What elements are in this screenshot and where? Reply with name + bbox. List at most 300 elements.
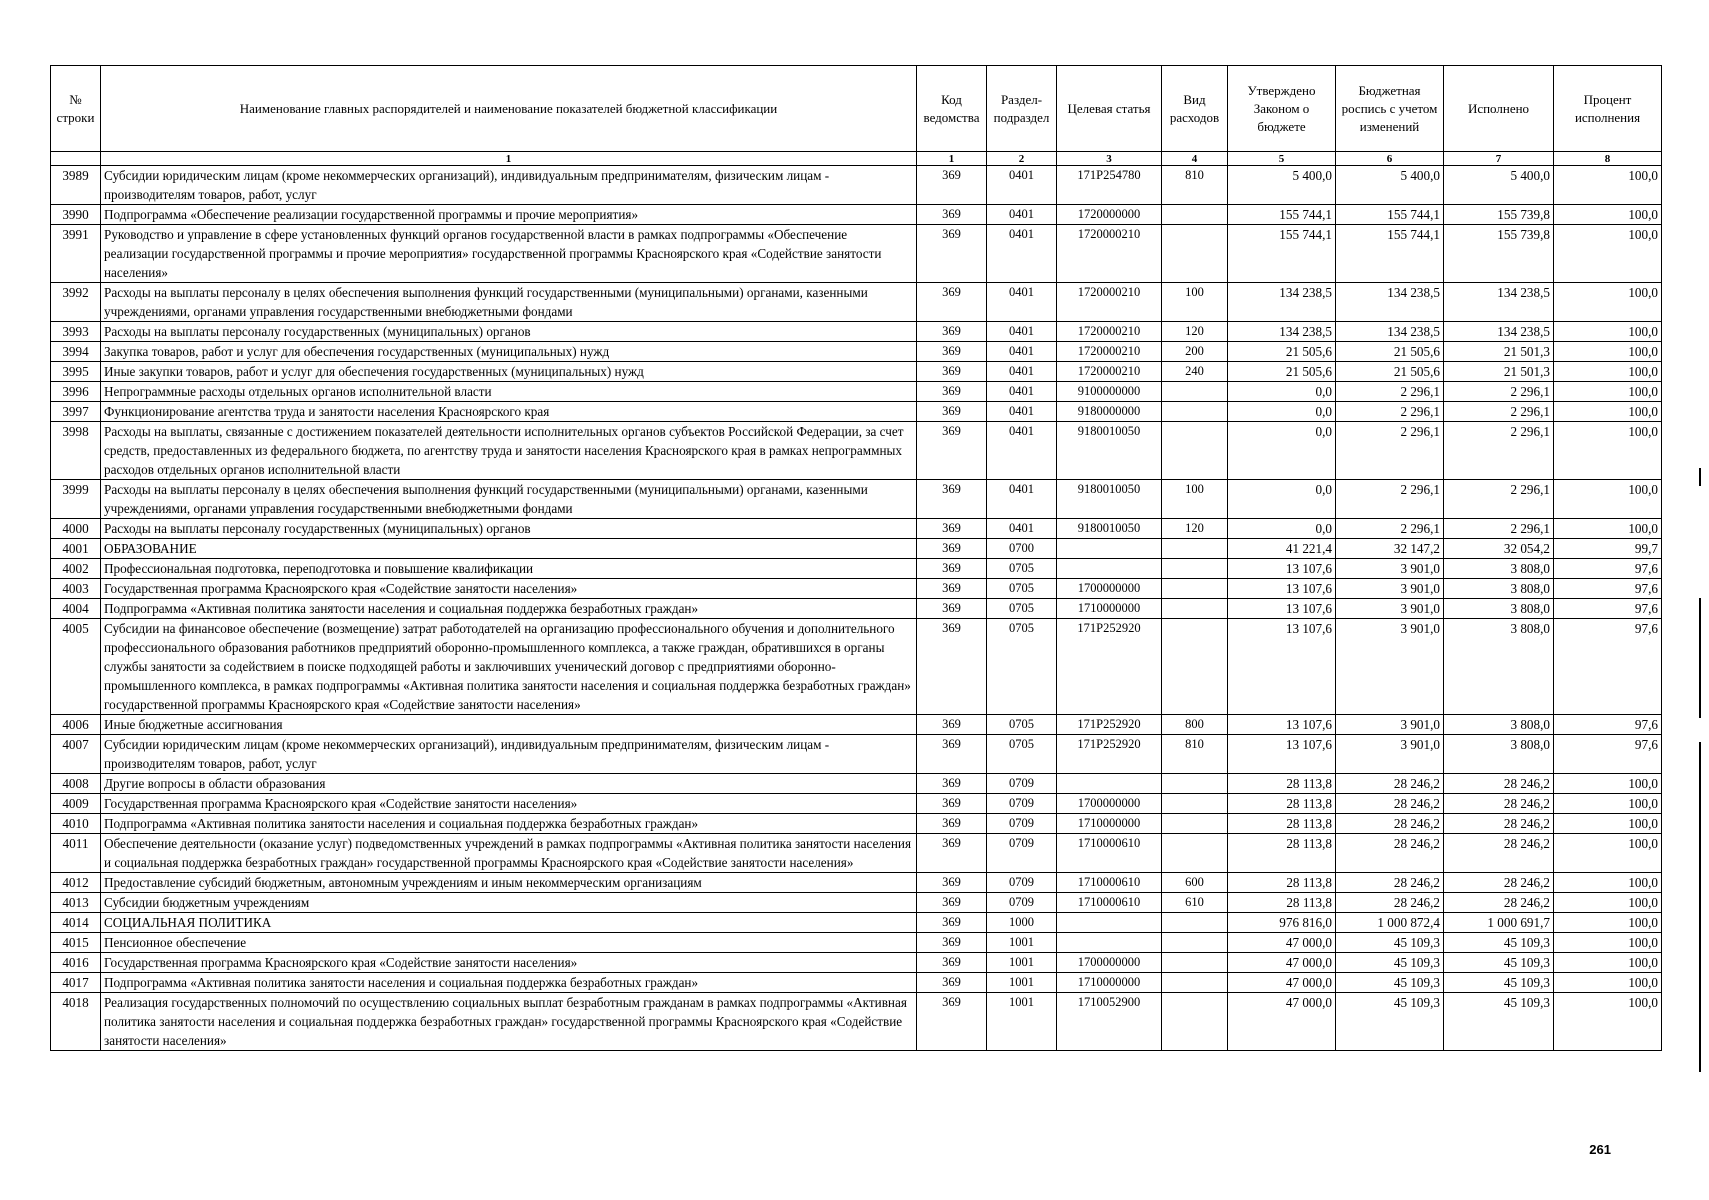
row-expense-type: 800 — [1162, 715, 1228, 735]
row-budget-amount: 32 147,2 — [1336, 539, 1444, 559]
header-percent: Процент исполнения — [1554, 66, 1662, 152]
row-name: Субсидии на финансовое обеспечение (возмещение) затрат работодателей на организацию профессионального обучения и дополнительного профессионального образования работников предприятий оборонно-промышленного комплекса, а также граждан, обратившихся в органы службы занятости за содействием в поиске подходящей работы и заключивших ученический договор с предприятиями оборонно-промышленного комплекса, в рамках подпрограммы «Активная политика занятости населения и социальная поддержка безработных граждан» государственной программы Красноярского края «Содействие занятости населения» — [101, 619, 917, 715]
table-row — [51, 715, 1662, 735]
row-percent: 100,0 — [1554, 873, 1662, 893]
row-number: 4013 — [51, 893, 101, 913]
row-executed-amount: 21 501,3 — [1444, 362, 1554, 382]
row-budget-amount: 1 000 872,4 — [1336, 913, 1444, 933]
row-name: Государственная программа Красноярского края «Содействие занятости населения» — [101, 794, 917, 814]
table-row — [51, 579, 1662, 599]
row-section-code: 0705 — [987, 735, 1057, 774]
header-executed: Исполнено — [1444, 66, 1554, 152]
row-number: 3993 — [51, 322, 101, 342]
column-number: 6 — [1336, 152, 1444, 166]
row-expense-type: 120 — [1162, 322, 1228, 342]
table-row — [51, 794, 1662, 814]
row-dept-code: 369 — [917, 382, 987, 402]
row-dept-code: 369 — [917, 283, 987, 322]
row-executed-amount: 2 296,1 — [1444, 519, 1554, 539]
row-section-code: 0709 — [987, 873, 1057, 893]
row-budget-amount: 45 109,3 — [1336, 953, 1444, 973]
row-target-code: 1700000000 — [1057, 794, 1162, 814]
row-target-code — [1057, 774, 1162, 794]
row-name: Другие вопросы в области образования — [101, 774, 917, 794]
header-name: Наименование главных распорядителей и наименование показателей бюджетной классификации — [101, 66, 917, 152]
row-dept-code: 369 — [917, 913, 987, 933]
row-dept-code: 369 — [917, 735, 987, 774]
row-percent: 100,0 — [1554, 774, 1662, 794]
row-name: Иные бюджетные ассигнования — [101, 715, 917, 735]
row-executed-amount: 2 296,1 — [1444, 480, 1554, 519]
table-row — [51, 893, 1662, 913]
table-row — [51, 599, 1662, 619]
row-number: 4004 — [51, 599, 101, 619]
row-percent: 100,0 — [1554, 794, 1662, 814]
column-number-row — [51, 152, 1662, 166]
row-executed-amount: 155 739,8 — [1444, 205, 1554, 225]
row-executed-amount: 134 238,5 — [1444, 283, 1554, 322]
row-section-code: 0401 — [987, 362, 1057, 382]
row-approved-amount: 13 107,6 — [1228, 579, 1336, 599]
row-executed-amount: 3 808,0 — [1444, 579, 1554, 599]
column-number: 7 — [1444, 152, 1554, 166]
row-budget-amount: 21 505,6 — [1336, 362, 1444, 382]
row-target-code: 171P252920 — [1057, 619, 1162, 715]
row-dept-code: 369 — [917, 993, 987, 1051]
row-number: 3989 — [51, 166, 101, 205]
row-percent: 100,0 — [1554, 519, 1662, 539]
header-target: Целевая статья — [1057, 66, 1162, 152]
table-row — [51, 480, 1662, 519]
row-target-code: 9180010050 — [1057, 519, 1162, 539]
column-number: 1 — [101, 152, 917, 166]
row-percent: 100,0 — [1554, 382, 1662, 402]
row-target-code: 1720000000 — [1057, 205, 1162, 225]
header-exp-type: Вид расходов — [1162, 66, 1228, 152]
table-row — [51, 973, 1662, 993]
row-name: Государственная программа Красноярского края «Содействие занятости населения» — [101, 953, 917, 973]
row-executed-amount: 45 109,3 — [1444, 973, 1554, 993]
row-percent: 100,0 — [1554, 973, 1662, 993]
scan-edge-mark — [1699, 598, 1701, 718]
column-number: 1 — [917, 152, 987, 166]
table-row — [51, 913, 1662, 933]
row-executed-amount: 3 808,0 — [1444, 599, 1554, 619]
row-budget-amount: 3 901,0 — [1336, 715, 1444, 735]
row-percent: 100,0 — [1554, 225, 1662, 283]
row-executed-amount: 32 054,2 — [1444, 539, 1554, 559]
row-target-code: 1700000000 — [1057, 579, 1162, 599]
row-approved-amount: 28 113,8 — [1228, 814, 1336, 834]
row-budget-amount: 2 296,1 — [1336, 382, 1444, 402]
row-expense-type: 100 — [1162, 283, 1228, 322]
row-name: Субсидии бюджетным учреждениям — [101, 893, 917, 913]
row-executed-amount: 5 400,0 — [1444, 166, 1554, 205]
row-budget-amount: 155 744,1 — [1336, 225, 1444, 283]
row-dept-code: 369 — [917, 519, 987, 539]
row-approved-amount: 21 505,6 — [1228, 362, 1336, 382]
row-number: 4012 — [51, 873, 101, 893]
row-target-code — [1057, 933, 1162, 953]
row-expense-type — [1162, 794, 1228, 814]
row-target-code: 1710000610 — [1057, 834, 1162, 873]
row-section-code: 1001 — [987, 953, 1057, 973]
row-executed-amount: 3 808,0 — [1444, 715, 1554, 735]
row-section-code: 0700 — [987, 539, 1057, 559]
row-budget-amount: 45 109,3 — [1336, 993, 1444, 1051]
row-executed-amount: 2 296,1 — [1444, 382, 1554, 402]
row-executed-amount: 155 739,8 — [1444, 225, 1554, 283]
row-name: Расходы на выплаты персоналу в целях обеспечения выполнения функций государственными (муниципальными) органами, казенными учреждениями, органами управления государственными внебюджетными фондами — [101, 480, 917, 519]
row-budget-amount: 3 901,0 — [1336, 599, 1444, 619]
row-target-code: 1710000000 — [1057, 599, 1162, 619]
table-row — [51, 342, 1662, 362]
budget-report-sheet — [50, 65, 1661, 1051]
row-dept-code: 369 — [917, 774, 987, 794]
table-row — [51, 735, 1662, 774]
row-approved-amount: 28 113,8 — [1228, 774, 1336, 794]
table-row — [51, 619, 1662, 715]
row-name: Государственная программа Красноярского края «Содействие занятости населения» — [101, 579, 917, 599]
row-expense-type — [1162, 973, 1228, 993]
row-executed-amount: 3 808,0 — [1444, 735, 1554, 774]
row-expense-type — [1162, 205, 1228, 225]
row-executed-amount: 28 246,2 — [1444, 873, 1554, 893]
column-number: 2 — [987, 152, 1057, 166]
row-percent: 100,0 — [1554, 322, 1662, 342]
row-number: 4005 — [51, 619, 101, 715]
row-name: Субсидии юридическим лицам (кроме некоммерческих организаций), индивидуальным предпринимателям, физическим лицам - производителям товаров, работ, услуг — [101, 166, 917, 205]
row-number: 4001 — [51, 539, 101, 559]
row-expense-type — [1162, 993, 1228, 1051]
row-approved-amount: 155 744,1 — [1228, 205, 1336, 225]
header-approved: Утверждено Законом о бюджете — [1228, 66, 1336, 152]
row-name: Предоставление субсидий бюджетным, автономным учреждениям и иным некоммерческим организациям — [101, 873, 917, 893]
row-dept-code: 369 — [917, 166, 987, 205]
row-executed-amount: 28 246,2 — [1444, 893, 1554, 913]
row-budget-amount: 3 901,0 — [1336, 735, 1444, 774]
row-approved-amount: 0,0 — [1228, 402, 1336, 422]
row-expense-type — [1162, 933, 1228, 953]
row-number: 3999 — [51, 480, 101, 519]
row-expense-type: 200 — [1162, 342, 1228, 362]
row-number: 4003 — [51, 579, 101, 599]
row-expense-type — [1162, 382, 1228, 402]
table-row — [51, 559, 1662, 579]
row-budget-amount: 134 238,5 — [1336, 283, 1444, 322]
row-approved-amount: 134 238,5 — [1228, 322, 1336, 342]
row-name: Субсидии юридическим лицам (кроме некоммерческих организаций), индивидуальным предпринимателям, физическим лицам - производителям товаров, работ, услуг — [101, 735, 917, 774]
page-number: 261 — [1589, 1142, 1611, 1157]
row-executed-amount: 134 238,5 — [1444, 322, 1554, 342]
row-dept-code: 369 — [917, 539, 987, 559]
row-approved-amount: 47 000,0 — [1228, 993, 1336, 1051]
row-executed-amount: 28 246,2 — [1444, 794, 1554, 814]
row-name: Непрограммные расходы отдельных органов исполнительной власти — [101, 382, 917, 402]
row-dept-code: 369 — [917, 814, 987, 834]
row-target-code: 1720000210 — [1057, 322, 1162, 342]
row-approved-amount: 155 744,1 — [1228, 225, 1336, 283]
row-section-code: 0705 — [987, 579, 1057, 599]
row-name: Подпрограмма «Активная политика занятости населения и социальная поддержка безработных граждан» — [101, 814, 917, 834]
column-number: 4 — [1162, 152, 1228, 166]
row-executed-amount: 1 000 691,7 — [1444, 913, 1554, 933]
row-executed-amount: 45 109,3 — [1444, 953, 1554, 973]
row-section-code: 0401 — [987, 166, 1057, 205]
row-section-code: 0705 — [987, 559, 1057, 579]
row-expense-type: 100 — [1162, 480, 1228, 519]
header-dept: Код ведомства — [917, 66, 987, 152]
row-approved-amount: 0,0 — [1228, 422, 1336, 480]
row-number: 3990 — [51, 205, 101, 225]
row-number: 4006 — [51, 715, 101, 735]
row-number: 4000 — [51, 519, 101, 539]
row-target-code: 1710000610 — [1057, 893, 1162, 913]
row-target-code: 1720000210 — [1057, 225, 1162, 283]
row-approved-amount: 28 113,8 — [1228, 794, 1336, 814]
row-budget-amount: 28 246,2 — [1336, 794, 1444, 814]
table-row — [51, 873, 1662, 893]
row-target-code: 9180010050 — [1057, 480, 1162, 519]
row-executed-amount: 2 296,1 — [1444, 422, 1554, 480]
row-approved-amount: 47 000,0 — [1228, 933, 1336, 953]
row-target-code: 1710000610 — [1057, 873, 1162, 893]
row-dept-code: 369 — [917, 794, 987, 814]
row-percent: 100,0 — [1554, 814, 1662, 834]
row-section-code: 0401 — [987, 519, 1057, 539]
row-name: Пенсионное обеспечение — [101, 933, 917, 953]
row-approved-amount: 13 107,6 — [1228, 599, 1336, 619]
row-target-code: 171P252920 — [1057, 735, 1162, 774]
row-target-code: 9180010050 — [1057, 422, 1162, 480]
header-budget: Бюджетная роспись с учетом изменений — [1336, 66, 1444, 152]
row-approved-amount: 28 113,8 — [1228, 893, 1336, 913]
row-number: 3996 — [51, 382, 101, 402]
row-approved-amount: 13 107,6 — [1228, 735, 1336, 774]
row-approved-amount: 47 000,0 — [1228, 973, 1336, 993]
row-executed-amount: 28 246,2 — [1444, 774, 1554, 794]
row-section-code: 0705 — [987, 715, 1057, 735]
row-section-code: 0709 — [987, 774, 1057, 794]
row-approved-amount: 21 505,6 — [1228, 342, 1336, 362]
row-target-code — [1057, 539, 1162, 559]
row-approved-amount: 0,0 — [1228, 480, 1336, 519]
row-name: Подпрограмма «Активная политика занятости населения и социальная поддержка безработных граждан» — [101, 973, 917, 993]
row-dept-code: 369 — [917, 579, 987, 599]
row-approved-amount: 134 238,5 — [1228, 283, 1336, 322]
table-row — [51, 422, 1662, 480]
row-expense-type: 810 — [1162, 166, 1228, 205]
table-header-row — [51, 66, 1662, 152]
column-number: 8 — [1554, 152, 1662, 166]
row-percent: 100,0 — [1554, 480, 1662, 519]
table-row — [51, 953, 1662, 973]
table-row — [51, 814, 1662, 834]
row-percent: 100,0 — [1554, 834, 1662, 873]
row-dept-code: 369 — [917, 619, 987, 715]
row-name: Руководство и управление в сфере установленных функций органов государственной власти в рамках подпрограммы «Обеспечение реализации государственной программы и прочие мероприятия» государственной программы Красноярского края «Содействие занятости населения» — [101, 225, 917, 283]
row-percent: 100,0 — [1554, 402, 1662, 422]
header-section: Раздел-подраздел — [987, 66, 1057, 152]
row-name: Функционирование агентства труда и занятости населения Красноярского края — [101, 402, 917, 422]
row-approved-amount: 13 107,6 — [1228, 559, 1336, 579]
row-dept-code: 369 — [917, 873, 987, 893]
row-number: 3994 — [51, 342, 101, 362]
row-percent: 97,6 — [1554, 715, 1662, 735]
row-name: Иные закупки товаров, работ и услуг для обеспечения государственных (муниципальных) нужд — [101, 362, 917, 382]
row-expense-type — [1162, 559, 1228, 579]
row-section-code: 1001 — [987, 933, 1057, 953]
row-section-code: 0709 — [987, 893, 1057, 913]
row-approved-amount: 13 107,6 — [1228, 715, 1336, 735]
row-dept-code: 369 — [917, 953, 987, 973]
row-budget-amount: 45 109,3 — [1336, 973, 1444, 993]
row-number: 4015 — [51, 933, 101, 953]
row-expense-type — [1162, 913, 1228, 933]
row-percent: 99,7 — [1554, 539, 1662, 559]
row-target-code — [1057, 559, 1162, 579]
row-expense-type — [1162, 619, 1228, 715]
row-target-code: 1710000000 — [1057, 973, 1162, 993]
row-name: Расходы на выплаты персоналу государственных (муниципальных) органов — [101, 519, 917, 539]
row-executed-amount: 3 808,0 — [1444, 559, 1554, 579]
row-name: Обеспечение деятельности (оказание услуг) подведомственных учреждений в рамках подпрограммы «Активная политика занятости населения и социальная поддержка безработных граждан» государственной программы Красноярского края «Содействие занятости населения» — [101, 834, 917, 873]
row-name: Подпрограмма «Активная политика занятости населения и социальная поддержка безработных граждан» — [101, 599, 917, 619]
table-row — [51, 519, 1662, 539]
row-expense-type: 610 — [1162, 893, 1228, 913]
row-section-code: 0401 — [987, 283, 1057, 322]
row-dept-code: 369 — [917, 715, 987, 735]
row-percent: 97,6 — [1554, 599, 1662, 619]
row-target-code: 1720000210 — [1057, 342, 1162, 362]
row-name: Реализация государственных полномочий по осуществлению социальных выплат безработным гражданам в рамках подпрограммы «Активная политика занятости населения и социальная поддержка безработных граждан» государственной программы Красноярского края «Содействие занятости населения» — [101, 993, 917, 1051]
row-target-code: 1720000210 — [1057, 362, 1162, 382]
table-row — [51, 225, 1662, 283]
table-body — [51, 166, 1662, 1051]
row-section-code: 1001 — [987, 993, 1057, 1051]
row-section-code: 0705 — [987, 619, 1057, 715]
row-dept-code: 369 — [917, 893, 987, 913]
row-name: Расходы на выплаты персоналу государственных (муниципальных) органов — [101, 322, 917, 342]
row-percent: 100,0 — [1554, 953, 1662, 973]
row-dept-code: 369 — [917, 342, 987, 362]
row-dept-code: 369 — [917, 834, 987, 873]
row-target-code: 9100000000 — [1057, 382, 1162, 402]
row-target-code: 1710052900 — [1057, 993, 1162, 1051]
row-executed-amount: 3 808,0 — [1444, 619, 1554, 715]
table-row — [51, 205, 1662, 225]
table-row — [51, 283, 1662, 322]
row-section-code: 0705 — [987, 599, 1057, 619]
row-dept-code: 369 — [917, 362, 987, 382]
row-dept-code: 369 — [917, 973, 987, 993]
row-executed-amount: 28 246,2 — [1444, 814, 1554, 834]
row-budget-amount: 28 246,2 — [1336, 814, 1444, 834]
row-budget-amount: 155 744,1 — [1336, 205, 1444, 225]
table-row — [51, 402, 1662, 422]
row-target-code — [1057, 913, 1162, 933]
row-section-code: 0401 — [987, 342, 1057, 362]
row-name: Расходы на выплаты персоналу в целях обеспечения выполнения функций государственными (муниципальными) органами, казенными учреждениями, органами управления государственными внебюджетными фондами — [101, 283, 917, 322]
row-dept-code: 369 — [917, 225, 987, 283]
row-number: 3991 — [51, 225, 101, 283]
header-row-no: № строки — [51, 66, 101, 152]
row-section-code: 1000 — [987, 913, 1057, 933]
row-approved-amount: 28 113,8 — [1228, 873, 1336, 893]
row-name: Расходы на выплаты, связанные с достижением показателей деятельности исполнительных органов субъектов Российской Федерации, за счет средств, предоставленных из федерального бюджета, по агентству труда и занятости населения Красноярского края в рамках непрограммных расходов отдельных органов исполнительной власти — [101, 422, 917, 480]
row-dept-code: 369 — [917, 322, 987, 342]
row-budget-amount: 2 296,1 — [1336, 519, 1444, 539]
row-number: 3995 — [51, 362, 101, 382]
row-expense-type — [1162, 422, 1228, 480]
row-target-code: 9180000000 — [1057, 402, 1162, 422]
table-row — [51, 166, 1662, 205]
row-number: 4017 — [51, 973, 101, 993]
row-percent: 97,6 — [1554, 619, 1662, 715]
row-section-code: 1001 — [987, 973, 1057, 993]
row-section-code: 0709 — [987, 834, 1057, 873]
row-budget-amount: 21 505,6 — [1336, 342, 1444, 362]
row-number: 3997 — [51, 402, 101, 422]
row-expense-type: 120 — [1162, 519, 1228, 539]
row-dept-code: 369 — [917, 599, 987, 619]
scan-edge-mark — [1699, 742, 1701, 1072]
row-expense-type: 600 — [1162, 873, 1228, 893]
row-section-code: 0709 — [987, 814, 1057, 834]
row-section-code: 0401 — [987, 422, 1057, 480]
row-percent: 100,0 — [1554, 893, 1662, 913]
row-expense-type — [1162, 579, 1228, 599]
row-expense-type — [1162, 539, 1228, 559]
row-percent: 97,6 — [1554, 559, 1662, 579]
row-budget-amount: 28 246,2 — [1336, 873, 1444, 893]
row-approved-amount: 0,0 — [1228, 382, 1336, 402]
row-budget-amount: 28 246,2 — [1336, 774, 1444, 794]
column-number: 5 — [1228, 152, 1336, 166]
row-target-code: 1710000000 — [1057, 814, 1162, 834]
row-executed-amount: 45 109,3 — [1444, 993, 1554, 1051]
row-target-code: 171P252920 — [1057, 715, 1162, 735]
row-number: 4018 — [51, 993, 101, 1051]
row-percent: 100,0 — [1554, 933, 1662, 953]
row-approved-amount: 47 000,0 — [1228, 953, 1336, 973]
row-section-code: 0401 — [987, 480, 1057, 519]
row-expense-type — [1162, 402, 1228, 422]
row-dept-code: 369 — [917, 559, 987, 579]
row-budget-amount: 28 246,2 — [1336, 834, 1444, 873]
row-approved-amount: 976 816,0 — [1228, 913, 1336, 933]
row-budget-amount: 2 296,1 — [1336, 480, 1444, 519]
row-expense-type — [1162, 225, 1228, 283]
row-dept-code: 369 — [917, 480, 987, 519]
row-section-code: 0401 — [987, 322, 1057, 342]
row-executed-amount: 2 296,1 — [1444, 402, 1554, 422]
row-name: Подпрограмма «Обеспечение реализации государственной программы и прочие мероприятия» — [101, 205, 917, 225]
row-approved-amount: 13 107,6 — [1228, 619, 1336, 715]
table-row — [51, 382, 1662, 402]
row-percent: 97,6 — [1554, 735, 1662, 774]
row-approved-amount: 0,0 — [1228, 519, 1336, 539]
row-number: 4002 — [51, 559, 101, 579]
row-percent: 100,0 — [1554, 166, 1662, 205]
row-expense-type — [1162, 834, 1228, 873]
row-name: Профессиональная подготовка, переподготовка и повышение квалификации — [101, 559, 917, 579]
row-percent: 100,0 — [1554, 342, 1662, 362]
row-budget-amount: 134 238,5 — [1336, 322, 1444, 342]
row-approved-amount: 5 400,0 — [1228, 166, 1336, 205]
row-expense-type — [1162, 599, 1228, 619]
row-budget-amount: 3 901,0 — [1336, 559, 1444, 579]
